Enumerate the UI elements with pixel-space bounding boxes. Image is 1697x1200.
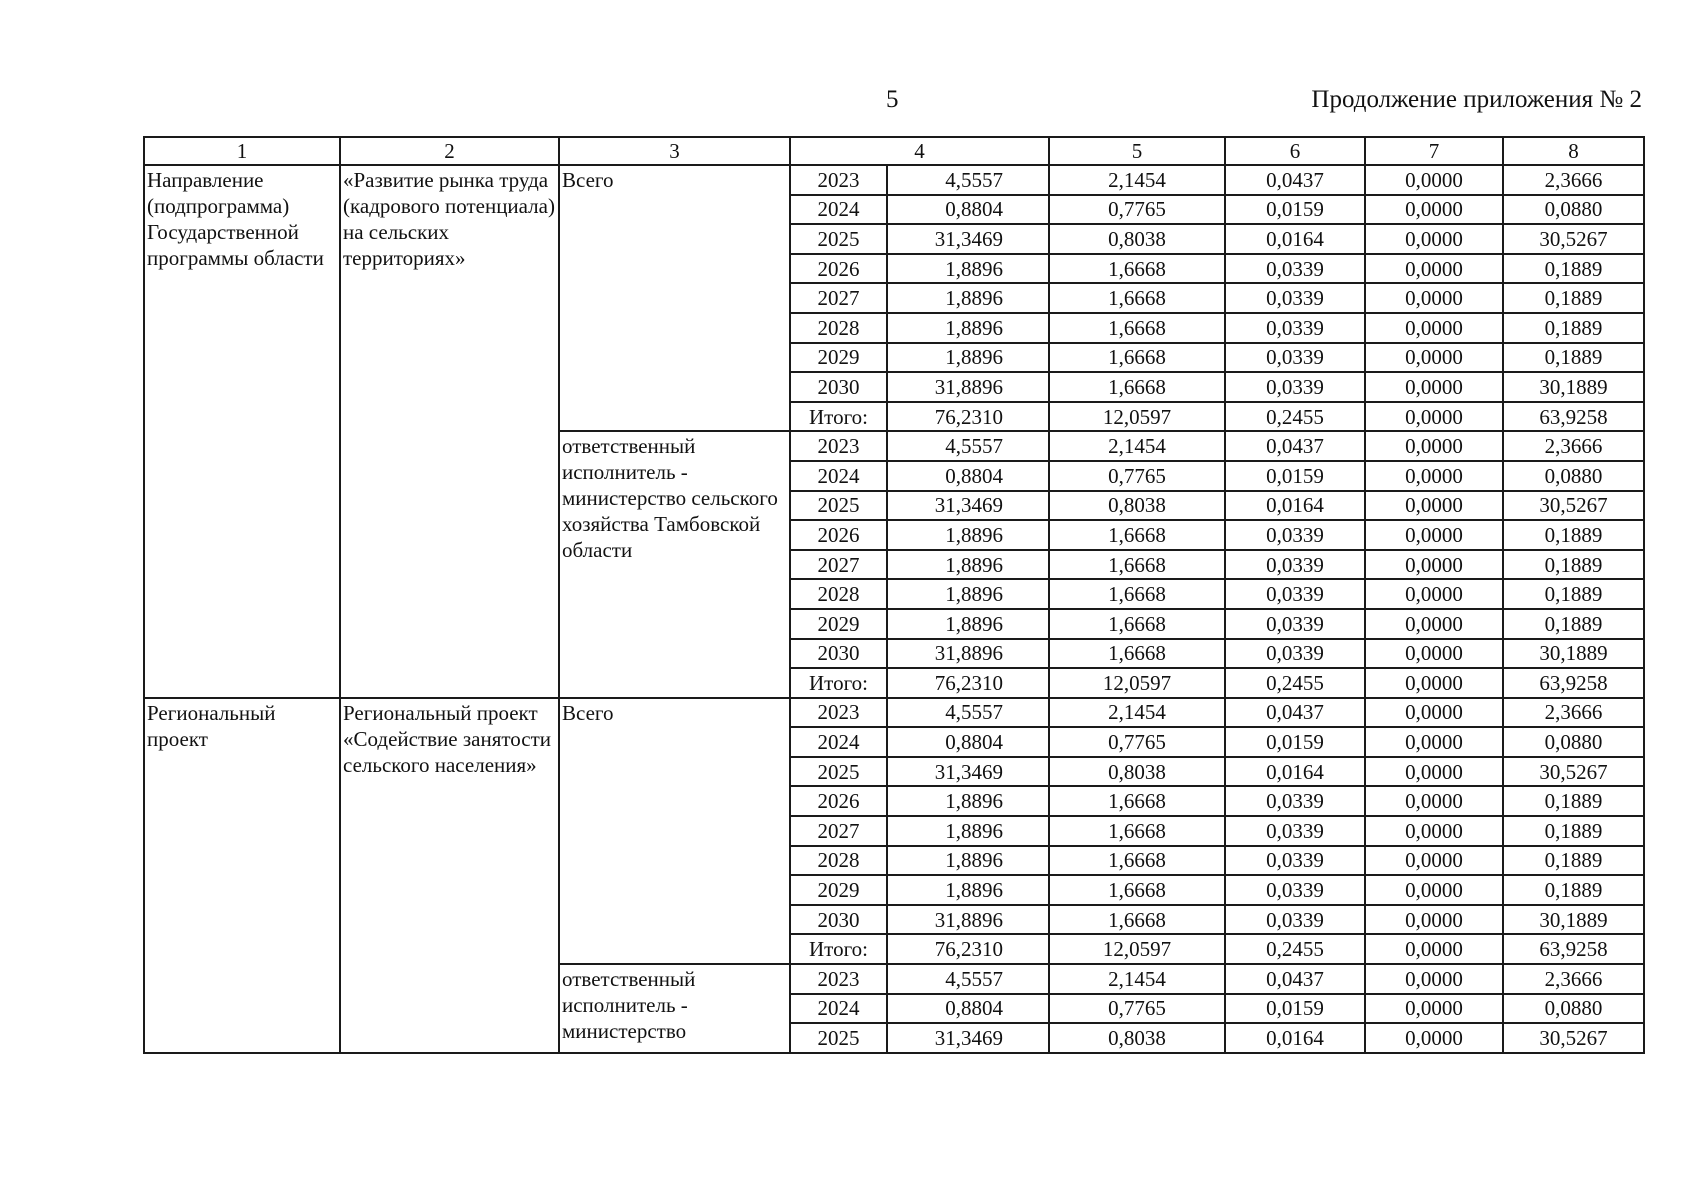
value-cell: 0,0339	[1225, 905, 1365, 935]
total-label-cell: Итого:	[790, 668, 887, 698]
total-value-cell: 0,2455	[1225, 402, 1365, 432]
value-cell: 0,0000	[1365, 431, 1503, 461]
value-cell: 0,0000	[1365, 550, 1503, 580]
value-cell: 2,3666	[1503, 964, 1644, 994]
total-value-cell: 63,9258	[1503, 668, 1644, 698]
value-cell: 1,8896	[887, 283, 1049, 313]
value-cell: 0,0437	[1225, 698, 1365, 728]
total-value-cell: 76,2310	[887, 402, 1049, 432]
value-cell: 4,5557	[887, 431, 1049, 461]
value-cell: 0,0000	[1365, 639, 1503, 669]
total-value-cell: 12,0597	[1049, 934, 1225, 964]
year-cell: 2026	[790, 786, 887, 816]
value-cell: 1,8896	[887, 579, 1049, 609]
value-cell: 0,0159	[1225, 461, 1365, 491]
group-label-cell: ответственный исполнитель - министерство	[559, 964, 790, 1053]
value-cell: 31,8896	[887, 639, 1049, 669]
value-cell: 30,1889	[1503, 905, 1644, 935]
value-cell: 30,5267	[1503, 224, 1644, 254]
total-label-cell: Итого:	[790, 402, 887, 432]
year-cell: 2029	[790, 609, 887, 639]
value-cell: 0,0339	[1225, 313, 1365, 343]
value-cell: 0,0000	[1365, 994, 1503, 1024]
total-value-cell: 63,9258	[1503, 402, 1644, 432]
value-cell: 0,0164	[1225, 1023, 1365, 1053]
value-cell: 0,0000	[1365, 372, 1503, 402]
value-cell: 0,0000	[1365, 905, 1503, 935]
value-cell: 0,8804	[887, 461, 1049, 491]
value-cell: 30,1889	[1503, 639, 1644, 669]
value-cell: 0,0437	[1225, 431, 1365, 461]
column-number-cell: 5	[1049, 137, 1225, 165]
value-cell: 0,0339	[1225, 609, 1365, 639]
total-label-cell: Итого:	[790, 934, 887, 964]
value-cell: 2,1454	[1049, 698, 1225, 728]
value-cell: 30,5267	[1503, 1023, 1644, 1053]
year-cell: 2023	[790, 431, 887, 461]
value-cell: 0,0000	[1365, 343, 1503, 373]
year-cell: 2025	[790, 1023, 887, 1053]
value-cell: 0,1889	[1503, 550, 1644, 580]
value-cell: 1,6668	[1049, 875, 1225, 905]
year-cell: 2026	[790, 520, 887, 550]
value-cell: 2,3666	[1503, 698, 1644, 728]
value-cell: 1,6668	[1049, 609, 1225, 639]
year-cell: 2024	[790, 195, 887, 225]
value-cell: 31,8896	[887, 372, 1049, 402]
value-cell: 1,6668	[1049, 550, 1225, 580]
value-cell: 0,0159	[1225, 195, 1365, 225]
year-cell: 2029	[790, 875, 887, 905]
value-cell: 1,8896	[887, 313, 1049, 343]
table-row	[144, 165, 1644, 195]
value-cell: 0,7765	[1049, 195, 1225, 225]
value-cell: 4,5557	[887, 698, 1049, 728]
value-cell: 0,0000	[1365, 491, 1503, 521]
value-cell: 0,0339	[1225, 283, 1365, 313]
value-cell: 0,0159	[1225, 994, 1365, 1024]
year-cell: 2028	[790, 313, 887, 343]
year-cell: 2025	[790, 757, 887, 787]
value-cell: 0,7765	[1049, 461, 1225, 491]
group-label-cell: Всего	[559, 698, 790, 964]
year-cell: 2024	[790, 994, 887, 1024]
value-cell: 0,0339	[1225, 875, 1365, 905]
value-cell: 2,1454	[1049, 964, 1225, 994]
value-cell: 0,8804	[887, 195, 1049, 225]
value-cell: 1,8896	[887, 254, 1049, 284]
value-cell: 30,5267	[1503, 757, 1644, 787]
total-value-cell: 0,2455	[1225, 934, 1365, 964]
value-cell: 31,3469	[887, 224, 1049, 254]
value-cell: 1,6668	[1049, 520, 1225, 550]
value-cell: 1,6668	[1049, 846, 1225, 876]
year-cell: 2027	[790, 816, 887, 846]
value-cell: 0,1889	[1503, 786, 1644, 816]
value-cell: 0,0000	[1365, 461, 1503, 491]
year-cell: 2024	[790, 727, 887, 757]
value-cell: 2,1454	[1049, 431, 1225, 461]
table-row	[144, 698, 1644, 728]
value-cell: 0,1889	[1503, 254, 1644, 284]
value-cell: 0,0000	[1365, 283, 1503, 313]
value-cell: 0,0000	[1365, 520, 1503, 550]
year-cell: 2023	[790, 964, 887, 994]
value-cell: 1,6668	[1049, 313, 1225, 343]
total-value-cell: 0,2455	[1225, 668, 1365, 698]
value-cell: 1,8896	[887, 550, 1049, 580]
value-cell: 0,1889	[1503, 313, 1644, 343]
value-cell: 0,1889	[1503, 579, 1644, 609]
value-cell: 0,0000	[1365, 698, 1503, 728]
value-cell: 0,1889	[1503, 875, 1644, 905]
year-cell: 2030	[790, 905, 887, 935]
year-cell: 2023	[790, 698, 887, 728]
value-cell: 0,0437	[1225, 165, 1365, 195]
value-cell: 0,0000	[1365, 816, 1503, 846]
value-cell: 0,0164	[1225, 224, 1365, 254]
value-cell: 31,8896	[887, 905, 1049, 935]
column-number-cell: 2	[340, 137, 559, 165]
value-cell: 1,8896	[887, 609, 1049, 639]
group-label-cell: Всего	[559, 165, 790, 431]
total-value-cell: 0,0000	[1365, 668, 1503, 698]
value-cell: 0,1889	[1503, 343, 1644, 373]
value-cell: 1,6668	[1049, 639, 1225, 669]
value-cell: 1,8896	[887, 846, 1049, 876]
value-cell: 0,0164	[1225, 757, 1365, 787]
value-cell: 1,6668	[1049, 579, 1225, 609]
value-cell: 30,5267	[1503, 491, 1644, 521]
value-cell: 0,0339	[1225, 520, 1365, 550]
value-cell: 4,5557	[887, 165, 1049, 195]
block-name-cell: Региональный проект «Содействие занятости сельского населения»	[340, 698, 559, 1053]
value-cell: 0,1889	[1503, 609, 1644, 639]
column-number-row	[144, 137, 1644, 165]
value-cell: 0,1889	[1503, 283, 1644, 313]
total-value-cell: 0,0000	[1365, 934, 1503, 964]
value-cell: 2,3666	[1503, 431, 1644, 461]
value-cell: 1,8896	[887, 786, 1049, 816]
value-cell: 31,3469	[887, 1023, 1049, 1053]
value-cell: 0,0000	[1365, 1023, 1503, 1053]
column-number-cell: 6	[1225, 137, 1365, 165]
appendix-continuation-label: Продолжение приложения № 2	[1311, 86, 1642, 113]
value-cell: 0,0880	[1503, 195, 1644, 225]
year-cell: 2028	[790, 579, 887, 609]
value-cell: 0,0000	[1365, 165, 1503, 195]
total-value-cell: 0,0000	[1365, 402, 1503, 432]
value-cell: 1,8896	[887, 520, 1049, 550]
value-cell: 30,1889	[1503, 372, 1644, 402]
total-value-cell: 76,2310	[887, 934, 1049, 964]
total-value-cell: 12,0597	[1049, 402, 1225, 432]
value-cell: 0,8038	[1049, 757, 1225, 787]
value-cell: 0,0000	[1365, 195, 1503, 225]
year-cell: 2030	[790, 639, 887, 669]
column-number-cell: 8	[1503, 137, 1644, 165]
year-cell: 2025	[790, 224, 887, 254]
value-cell: 2,3666	[1503, 165, 1644, 195]
value-cell: 0,0159	[1225, 727, 1365, 757]
year-cell: 2028	[790, 846, 887, 876]
column-number-cell: 3	[559, 137, 790, 165]
year-cell: 2026	[790, 254, 887, 284]
value-cell: 0,0880	[1503, 994, 1644, 1024]
page-number: 5	[886, 86, 899, 113]
value-cell: 0,0339	[1225, 639, 1365, 669]
value-cell: 0,0000	[1365, 786, 1503, 816]
value-cell: 0,0339	[1225, 846, 1365, 876]
value-cell: 1,8896	[887, 343, 1049, 373]
value-cell: 0,0437	[1225, 964, 1365, 994]
value-cell: 0,1889	[1503, 816, 1644, 846]
value-cell: 0,0880	[1503, 461, 1644, 491]
value-cell: 0,0339	[1225, 579, 1365, 609]
column-number-cell: 4	[790, 137, 1049, 165]
total-value-cell: 12,0597	[1049, 668, 1225, 698]
value-cell: 0,0000	[1365, 846, 1503, 876]
value-cell: 4,5557	[887, 964, 1049, 994]
value-cell: 1,6668	[1049, 283, 1225, 313]
value-cell: 1,8896	[887, 816, 1049, 846]
column-number-cell: 7	[1365, 137, 1503, 165]
year-cell: 2025	[790, 491, 887, 521]
value-cell: 0,8804	[887, 727, 1049, 757]
value-cell: 0,1889	[1503, 846, 1644, 876]
value-cell: 0,0339	[1225, 816, 1365, 846]
year-cell: 2029	[790, 343, 887, 373]
value-cell: 0,0880	[1503, 727, 1644, 757]
value-cell: 0,0000	[1365, 757, 1503, 787]
value-cell: 0,7765	[1049, 727, 1225, 757]
budget-table	[143, 136, 1645, 1054]
year-cell: 2027	[790, 283, 887, 313]
value-cell: 0,0000	[1365, 964, 1503, 994]
value-cell: 0,0000	[1365, 609, 1503, 639]
value-cell: 0,0000	[1365, 875, 1503, 905]
value-cell: 0,0164	[1225, 491, 1365, 521]
value-cell: 2,1454	[1049, 165, 1225, 195]
block-type-cell: Направление (подпрограмма) Государственной программы области	[144, 165, 340, 698]
value-cell: 31,3469	[887, 491, 1049, 521]
value-cell: 0,8804	[887, 994, 1049, 1024]
value-cell: 0,0000	[1365, 727, 1503, 757]
value-cell: 0,8038	[1049, 224, 1225, 254]
group-label-cell: ответственный исполнитель - министерство сельского хозяйства Тамбовской области	[559, 431, 790, 697]
block-name-cell: «Развитие рынка труда (кадрового потенциала) на сельских территориях»	[340, 165, 559, 698]
block-type-cell: Региональный проект	[144, 698, 340, 1053]
value-cell: 1,6668	[1049, 905, 1225, 935]
value-cell: 1,8896	[887, 875, 1049, 905]
year-cell: 2024	[790, 461, 887, 491]
value-cell: 1,6668	[1049, 254, 1225, 284]
value-cell: 0,0339	[1225, 786, 1365, 816]
value-cell: 0,0339	[1225, 372, 1365, 402]
value-cell: 1,6668	[1049, 372, 1225, 402]
value-cell: 0,1889	[1503, 520, 1644, 550]
value-cell: 31,3469	[887, 757, 1049, 787]
value-cell: 0,0339	[1225, 254, 1365, 284]
year-cell: 2030	[790, 372, 887, 402]
value-cell: 0,0339	[1225, 550, 1365, 580]
value-cell: 1,6668	[1049, 786, 1225, 816]
value-cell: 0,0000	[1365, 254, 1503, 284]
year-cell: 2023	[790, 165, 887, 195]
column-number-cell: 1	[144, 137, 340, 165]
total-value-cell: 63,9258	[1503, 934, 1644, 964]
value-cell: 0,0000	[1365, 313, 1503, 343]
value-cell: 0,8038	[1049, 1023, 1225, 1053]
year-cell: 2027	[790, 550, 887, 580]
value-cell: 0,7765	[1049, 994, 1225, 1024]
value-cell: 0,0000	[1365, 579, 1503, 609]
value-cell: 0,0000	[1365, 224, 1503, 254]
value-cell: 0,0339	[1225, 343, 1365, 373]
total-value-cell: 76,2310	[887, 668, 1049, 698]
value-cell: 0,8038	[1049, 491, 1225, 521]
value-cell: 1,6668	[1049, 343, 1225, 373]
value-cell: 1,6668	[1049, 816, 1225, 846]
